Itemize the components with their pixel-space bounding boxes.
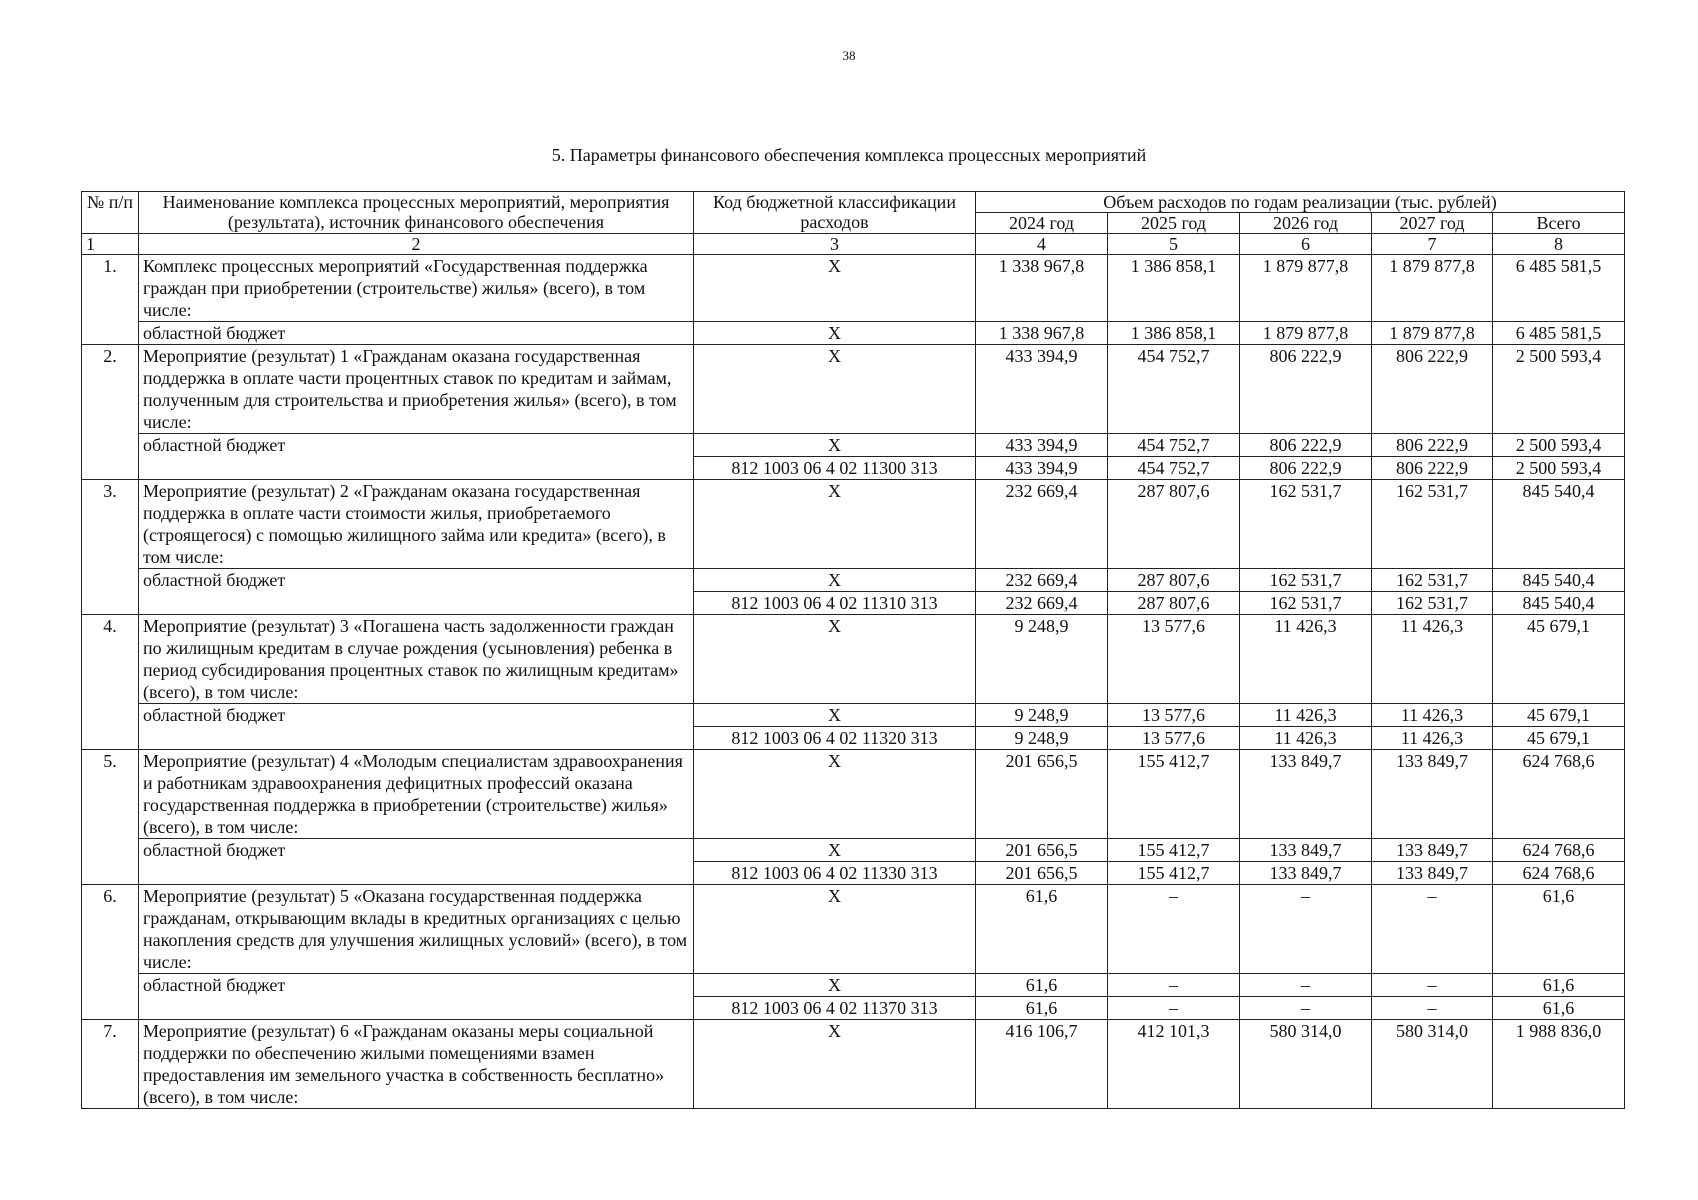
col-number-8: 8 bbox=[1493, 234, 1625, 255]
header-num: № п/п bbox=[82, 192, 139, 234]
source-value: 61,6 bbox=[976, 997, 1108, 1020]
source-value: 201 656,5 bbox=[976, 862, 1108, 885]
table-row bbox=[82, 345, 1625, 434]
row-value: 416 106,7 bbox=[976, 1020, 1108, 1109]
header-volume: Объем расходов по годам реализации (тыс. рублей) bbox=[976, 192, 1625, 213]
funding-source: областной бюджет bbox=[139, 839, 694, 885]
source-value: 162 531,7 bbox=[1372, 592, 1493, 615]
budget-code: X bbox=[694, 704, 976, 727]
source-value: – bbox=[1372, 997, 1493, 1020]
row-value: 287 807,6 bbox=[1108, 480, 1240, 569]
row-value: 6 485 581,5 bbox=[1493, 255, 1625, 322]
row-value: 454 752,7 bbox=[1108, 345, 1240, 434]
source-value: 162 531,7 bbox=[1240, 592, 1372, 615]
row-value: 1 879 877,8 bbox=[1240, 255, 1372, 322]
source-value: 61,6 bbox=[976, 974, 1108, 997]
row-value: 1 879 877,8 bbox=[1372, 255, 1493, 322]
table-row bbox=[82, 1020, 1625, 1109]
row-value: 11 426,3 bbox=[1372, 615, 1493, 704]
source-value: 806 222,9 bbox=[1240, 434, 1372, 457]
row-code: X bbox=[694, 255, 976, 322]
header-year-2026: 2026 год bbox=[1240, 213, 1372, 234]
source-value: 232 669,4 bbox=[976, 592, 1108, 615]
row-value: 9 248,9 bbox=[976, 615, 1108, 704]
row-value: 133 849,7 bbox=[1372, 750, 1493, 839]
row-value: 61,6 bbox=[1493, 885, 1625, 974]
row-value: 624 768,6 bbox=[1493, 750, 1625, 839]
col-number-7: 7 bbox=[1372, 234, 1493, 255]
row-number: 1. bbox=[82, 255, 139, 345]
col-number-1: 1 bbox=[82, 234, 139, 255]
row-code: X bbox=[694, 345, 976, 434]
row-value: 201 656,5 bbox=[976, 750, 1108, 839]
row-number: 5. bbox=[82, 750, 139, 885]
funding-source: областной бюджет bbox=[139, 569, 694, 615]
row-value: 162 531,7 bbox=[1240, 480, 1372, 569]
source-value: 155 412,7 bbox=[1108, 862, 1240, 885]
row-name: Мероприятие (результат) 2 «Гражданам оказана государственная поддержка в оплате части стоимости жилья, приобретаемого (строящегося) с помощью жилищного займа или кредита» (всего), в том числе: bbox=[139, 480, 694, 569]
source-value: 61,6 bbox=[1493, 997, 1625, 1020]
header-name: Наименование комплекса процессных мероприятий, мероприятия (результата), источник финансового обеспечения bbox=[139, 192, 694, 234]
source-value: – bbox=[1240, 997, 1372, 1020]
source-value: 806 222,9 bbox=[1240, 457, 1372, 480]
source-value: 45 679,1 bbox=[1493, 727, 1625, 750]
row-code: X bbox=[694, 615, 976, 704]
source-value: 232 669,4 bbox=[976, 569, 1108, 592]
budget-code: 812 1003 06 4 02 11310 313 bbox=[694, 592, 976, 615]
budget-code: X bbox=[694, 839, 976, 862]
col-number-4: 4 bbox=[976, 234, 1108, 255]
row-value: 1 338 967,8 bbox=[976, 255, 1108, 322]
source-value: 11 426,3 bbox=[1240, 704, 1372, 727]
row-value: 433 394,9 bbox=[976, 345, 1108, 434]
row-code: X bbox=[694, 750, 976, 839]
col-number-6: 6 bbox=[1240, 234, 1372, 255]
col-number-3: 3 bbox=[694, 234, 976, 255]
row-value: 806 222,9 bbox=[1240, 345, 1372, 434]
column-numbers-row bbox=[82, 234, 1625, 255]
source-value: 806 222,9 bbox=[1372, 457, 1493, 480]
row-name: Мероприятие (результат) 4 «Молодым специалистам здравоохранения и работникам здравоохранения дефицитных профессий оказана государственная поддержка в приобретении (строительстве) жилья» (всего), в том числе: bbox=[139, 750, 694, 839]
source-row bbox=[82, 322, 1625, 345]
source-value: 806 222,9 bbox=[1372, 434, 1493, 457]
source-value: 845 540,4 bbox=[1493, 592, 1625, 615]
row-code: X bbox=[694, 1020, 976, 1109]
source-value: 454 752,7 bbox=[1108, 457, 1240, 480]
table-row bbox=[82, 885, 1625, 974]
source-value: 13 577,6 bbox=[1108, 704, 1240, 727]
row-name: Мероприятие (результат) 6 «Гражданам оказаны меры социальной поддержки по обеспечению жилыми помещениями взамен предоставления им земельного участка в собственность бесплатно» (всего), в том числе: bbox=[139, 1020, 694, 1109]
table-row bbox=[82, 480, 1625, 569]
row-value: – bbox=[1372, 885, 1493, 974]
header-row-1 bbox=[82, 192, 1625, 213]
financing-table bbox=[81, 191, 1625, 1109]
source-value: 133 849,7 bbox=[1240, 862, 1372, 885]
source-value: 133 849,7 bbox=[1372, 862, 1493, 885]
source-value: 1 879 877,8 bbox=[1372, 322, 1493, 345]
col-number-5: 5 bbox=[1108, 234, 1240, 255]
row-value: 13 577,6 bbox=[1108, 615, 1240, 704]
row-number: 4. bbox=[82, 615, 139, 750]
row-value: 2 500 593,4 bbox=[1493, 345, 1625, 434]
row-code: X bbox=[694, 885, 976, 974]
budget-code: 812 1003 06 4 02 11320 313 bbox=[694, 727, 976, 750]
page-number: 38 bbox=[842, 48, 856, 63]
budget-code: X bbox=[694, 974, 976, 997]
table-row bbox=[82, 255, 1625, 322]
budget-code: 812 1003 06 4 02 11300 313 bbox=[694, 457, 976, 480]
funding-source: областной бюджет bbox=[139, 434, 694, 480]
source-row bbox=[82, 704, 1625, 727]
source-row bbox=[82, 434, 1625, 457]
source-value: 9 248,9 bbox=[976, 704, 1108, 727]
section-title: 5. Параметры финансового обеспечения комплекса процессных мероприятий bbox=[551, 145, 1147, 165]
source-value: – bbox=[1108, 997, 1240, 1020]
header-total: Всего bbox=[1493, 213, 1625, 234]
header-year-2027: 2027 год bbox=[1372, 213, 1493, 234]
source-value: – bbox=[1240, 974, 1372, 997]
source-value: 133 849,7 bbox=[1372, 839, 1493, 862]
row-number: 3. bbox=[82, 480, 139, 615]
source-value: 433 394,9 bbox=[976, 434, 1108, 457]
funding-source: областной бюджет bbox=[139, 322, 694, 345]
funding-source: областной бюджет bbox=[139, 974, 694, 1020]
budget-code: X bbox=[694, 322, 976, 345]
row-value: 232 669,4 bbox=[976, 480, 1108, 569]
source-value: 11 426,3 bbox=[1240, 727, 1372, 750]
source-value: – bbox=[1372, 974, 1493, 997]
row-number: 7. bbox=[82, 1020, 139, 1109]
row-number: 2. bbox=[82, 345, 139, 480]
row-value: – bbox=[1108, 885, 1240, 974]
source-value: 162 531,7 bbox=[1372, 569, 1493, 592]
funding-source: областной бюджет bbox=[139, 704, 694, 750]
source-value: 45 679,1 bbox=[1493, 704, 1625, 727]
row-name: Мероприятие (результат) 3 «Погашена часть задолженности граждан по жилищным кредитам в случае рождения (усыновления) ребенка в период субсидирования процентных ставок по жилищным кредитам» (всего), в том числе: bbox=[139, 615, 694, 704]
source-value: 201 656,5 bbox=[976, 839, 1108, 862]
source-value: 6 485 581,5 bbox=[1493, 322, 1625, 345]
row-name: Комплекс процессных мероприятий «Государственная поддержка граждан при приобретении (строительстве) жилья» (всего), в том числе: bbox=[139, 255, 694, 322]
row-value: 11 426,3 bbox=[1240, 615, 1372, 704]
row-value: 580 314,0 bbox=[1372, 1020, 1493, 1109]
row-name: Мероприятие (результат) 5 «Оказана государственная поддержка гражданам, открывающим вклады в кредитных организациях с целью накопления средств для улучшения жилищных условий» (всего), в том числе: bbox=[139, 885, 694, 974]
row-number: 6. bbox=[82, 885, 139, 1020]
source-value: 287 807,6 bbox=[1108, 592, 1240, 615]
source-row bbox=[82, 974, 1625, 997]
row-value: 1 988 836,0 bbox=[1493, 1020, 1625, 1109]
row-value: 162 531,7 bbox=[1372, 480, 1493, 569]
table-row bbox=[82, 615, 1625, 704]
row-value: 806 222,9 bbox=[1372, 345, 1493, 434]
source-value: 454 752,7 bbox=[1108, 434, 1240, 457]
source-row bbox=[82, 839, 1625, 862]
row-value: 1 386 858,1 bbox=[1108, 255, 1240, 322]
header-year-2025: 2025 год bbox=[1108, 213, 1240, 234]
source-value: 1 386 858,1 bbox=[1108, 322, 1240, 345]
budget-code: X bbox=[694, 434, 976, 457]
source-value: – bbox=[1108, 974, 1240, 997]
source-value: 2 500 593,4 bbox=[1493, 434, 1625, 457]
source-value: 11 426,3 bbox=[1372, 727, 1493, 750]
row-name: Мероприятие (результат) 1 «Гражданам оказана государственная поддержка в оплате части процентных ставок по кредитам и займам, полученным для строительства и приобретения жилья» (всего), в том числе: bbox=[139, 345, 694, 434]
row-value: 580 314,0 bbox=[1240, 1020, 1372, 1109]
table-row bbox=[82, 750, 1625, 839]
source-value: 11 426,3 bbox=[1372, 704, 1493, 727]
source-value: 1 879 877,8 bbox=[1240, 322, 1372, 345]
budget-code: X bbox=[694, 569, 976, 592]
col-number-2: 2 bbox=[139, 234, 694, 255]
source-value: 162 531,7 bbox=[1240, 569, 1372, 592]
source-value: 133 849,7 bbox=[1240, 839, 1372, 862]
source-value: 1 338 967,8 bbox=[976, 322, 1108, 345]
source-value: 9 248,9 bbox=[976, 727, 1108, 750]
row-value: 155 412,7 bbox=[1108, 750, 1240, 839]
row-code: X bbox=[694, 480, 976, 569]
budget-code: 812 1003 06 4 02 11370 313 bbox=[694, 997, 976, 1020]
row-value: 845 540,4 bbox=[1493, 480, 1625, 569]
budget-code: 812 1003 06 4 02 11330 313 bbox=[694, 862, 976, 885]
source-value: 13 577,6 bbox=[1108, 727, 1240, 750]
source-value: 624 768,6 bbox=[1493, 839, 1625, 862]
source-value: 845 540,4 bbox=[1493, 569, 1625, 592]
source-value: 624 768,6 bbox=[1493, 862, 1625, 885]
row-value: 45 679,1 bbox=[1493, 615, 1625, 704]
source-value: 61,6 bbox=[1493, 974, 1625, 997]
row-value: 412 101,3 bbox=[1108, 1020, 1240, 1109]
source-value: 2 500 593,4 bbox=[1493, 457, 1625, 480]
row-value: – bbox=[1240, 885, 1372, 974]
header-code: Код бюджетной классификации расходов bbox=[694, 192, 976, 234]
header-year-2024: 2024 год bbox=[976, 213, 1108, 234]
source-row bbox=[82, 569, 1625, 592]
row-value: 61,6 bbox=[976, 885, 1108, 974]
row-value: 133 849,7 bbox=[1240, 750, 1372, 839]
source-value: 433 394,9 bbox=[976, 457, 1108, 480]
source-value: 155 412,7 bbox=[1108, 839, 1240, 862]
source-value: 287 807,6 bbox=[1108, 569, 1240, 592]
